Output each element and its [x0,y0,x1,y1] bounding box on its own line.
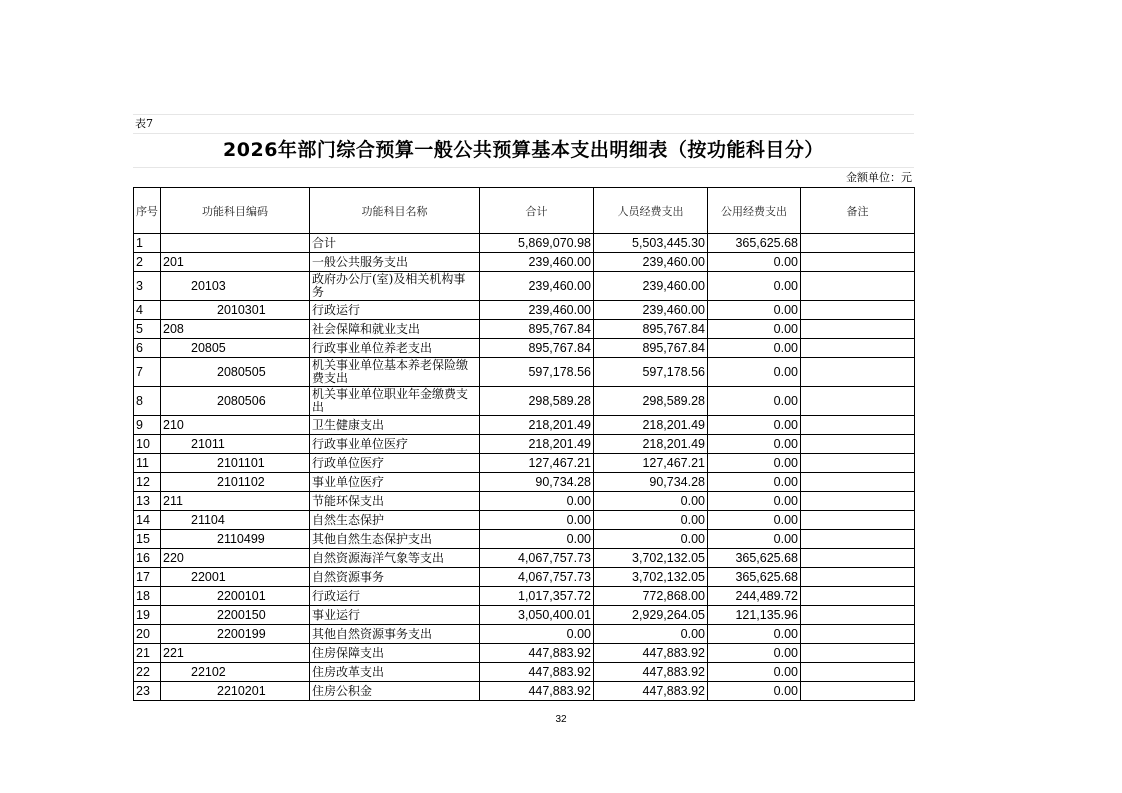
cell-remark [801,511,915,530]
cell-code: 2010301 [161,301,310,320]
cell-seq: 21 [134,644,161,663]
cell-remark [801,358,915,387]
cell-name: 住房改革支出 [310,663,480,682]
table-row [134,301,915,320]
cell-personnel: 0.00 [594,511,708,530]
header-name: 功能科目名称 [310,188,480,234]
header-total: 合计 [480,188,594,234]
cell-personnel: 239,460.00 [594,253,708,272]
cell-personnel: 90,734.28 [594,473,708,492]
cell-code: 2101101 [161,454,310,473]
cell-personnel: 895,767.84 [594,320,708,339]
cell-name: 政府办公厅(室)及相关机构事务 [310,272,480,301]
table-row [134,530,915,549]
cell-personnel: 0.00 [594,492,708,511]
table-body [134,234,915,701]
cell-code: 2210201 [161,682,310,701]
cell-name: 行政单位医疗 [310,454,480,473]
cell-personnel: 239,460.00 [594,301,708,320]
cell-name: 机关事业单位基本养老保险缴费支出 [310,358,480,387]
cell-public: 0.00 [708,253,801,272]
table-row [134,625,915,644]
cell-seq: 8 [134,387,161,416]
cell-public: 0.00 [708,301,801,320]
cell-total: 298,589.28 [480,387,594,416]
cell-personnel: 3,702,132.05 [594,549,708,568]
cell-code: 20805 [161,339,310,358]
cell-personnel: 0.00 [594,625,708,644]
cell-personnel: 0.00 [594,530,708,549]
cell-total: 0.00 [480,511,594,530]
cell-remark [801,606,915,625]
cell-name: 事业单位医疗 [310,473,480,492]
cell-public: 0.00 [708,454,801,473]
cell-personnel: 447,883.92 [594,644,708,663]
table-row [134,435,915,454]
header-code: 功能科目编码 [161,188,310,234]
cell-seq: 15 [134,530,161,549]
cell-personnel: 447,883.92 [594,663,708,682]
cell-code: 221 [161,644,310,663]
cell-name: 行政事业单位养老支出 [310,339,480,358]
cell-name: 自然资源海洋气象等支出 [310,549,480,568]
cell-remark [801,549,915,568]
cell-seq: 2 [134,253,161,272]
cell-total: 895,767.84 [480,320,594,339]
table-tag: 表7 [133,114,914,134]
cell-total: 447,883.92 [480,644,594,663]
cell-total: 895,767.84 [480,339,594,358]
cell-remark [801,339,915,358]
cell-personnel: 239,460.00 [594,272,708,301]
cell-code: 2200101 [161,587,310,606]
cell-total: 0.00 [480,530,594,549]
cell-code: 21011 [161,435,310,454]
cell-total: 239,460.00 [480,253,594,272]
table-row [134,358,915,387]
cell-public: 0.00 [708,663,801,682]
cell-public: 0.00 [708,358,801,387]
cell-total: 4,067,757.73 [480,568,594,587]
cell-name: 住房公积金 [310,682,480,701]
cell-total: 218,201.49 [480,416,594,435]
header-public: 公用经费支出 [708,188,801,234]
cell-remark [801,272,915,301]
cell-personnel: 218,201.49 [594,416,708,435]
unit-label: 金额单位：元 [133,167,914,187]
table-row [134,568,915,587]
cell-public: 0.00 [708,511,801,530]
cell-name: 其他自然生态保护支出 [310,530,480,549]
cell-public: 365,625.68 [708,549,801,568]
header-personnel: 人员经费支出 [594,188,708,234]
cell-total: 5,869,070.98 [480,234,594,253]
cell-seq: 17 [134,568,161,587]
cell-personnel: 772,868.00 [594,587,708,606]
cell-personnel: 447,883.92 [594,682,708,701]
cell-seq: 3 [134,272,161,301]
cell-seq: 20 [134,625,161,644]
table-row [134,387,915,416]
cell-remark [801,435,915,454]
cell-public: 0.00 [708,682,801,701]
cell-remark [801,416,915,435]
cell-seq: 14 [134,511,161,530]
cell-remark [801,301,915,320]
cell-name: 节能环保支出 [310,492,480,511]
cell-remark [801,568,915,587]
cell-public: 0.00 [708,473,801,492]
cell-personnel: 298,589.28 [594,387,708,416]
table-row [134,511,915,530]
cell-name: 自然生态保护 [310,511,480,530]
cell-remark [801,663,915,682]
table-header-row [134,188,915,234]
cell-total: 1,017,357.72 [480,587,594,606]
cell-public: 0.00 [708,416,801,435]
cell-name: 行政运行 [310,587,480,606]
cell-remark [801,587,915,606]
cell-code: 220 [161,549,310,568]
cell-name: 机关事业单位职业年金缴费支出 [310,387,480,416]
cell-code: 2200199 [161,625,310,644]
cell-seq: 5 [134,320,161,339]
cell-seq: 16 [134,549,161,568]
cell-public: 0.00 [708,272,801,301]
cell-public: 244,489.72 [708,587,801,606]
cell-total: 4,067,757.73 [480,549,594,568]
cell-code [161,234,310,253]
budget-sheet [133,114,914,701]
cell-name: 住房保障支出 [310,644,480,663]
cell-seq: 22 [134,663,161,682]
cell-remark [801,625,915,644]
cell-remark [801,234,915,253]
expenditure-table [133,187,915,701]
table-row [134,272,915,301]
cell-seq: 4 [134,301,161,320]
table-row [134,663,915,682]
cell-total: 0.00 [480,492,594,511]
cell-name: 卫生健康支出 [310,416,480,435]
cell-remark [801,387,915,416]
table-row [134,606,915,625]
cell-seq: 23 [134,682,161,701]
cell-total: 447,883.92 [480,663,594,682]
cell-code: 2200150 [161,606,310,625]
cell-public: 0.00 [708,320,801,339]
cell-total: 447,883.92 [480,682,594,701]
cell-code: 2080505 [161,358,310,387]
cell-public: 0.00 [708,339,801,358]
table-row [134,682,915,701]
cell-remark [801,682,915,701]
cell-remark [801,253,915,272]
cell-total: 0.00 [480,625,594,644]
cell-public: 0.00 [708,492,801,511]
table-row [134,644,915,663]
cell-seq: 12 [134,473,161,492]
cell-name: 社会保障和就业支出 [310,320,480,339]
cell-total: 239,460.00 [480,272,594,301]
cell-public: 121,135.96 [708,606,801,625]
cell-code: 22102 [161,663,310,682]
table-row [134,454,915,473]
cell-personnel: 597,178.56 [594,358,708,387]
cell-seq: 9 [134,416,161,435]
cell-name: 事业运行 [310,606,480,625]
cell-personnel: 127,467.21 [594,454,708,473]
cell-total: 127,467.21 [480,454,594,473]
table-row [134,416,915,435]
cell-code: 201 [161,253,310,272]
cell-name: 其他自然资源事务支出 [310,625,480,644]
table-row [134,320,915,339]
table-row [134,253,915,272]
cell-code: 22001 [161,568,310,587]
table-row [134,473,915,492]
cell-seq: 13 [134,492,161,511]
cell-remark [801,644,915,663]
cell-remark [801,473,915,492]
cell-public: 0.00 [708,387,801,416]
cell-personnel: 3,702,132.05 [594,568,708,587]
cell-seq: 11 [134,454,161,473]
cell-public: 365,625.68 [708,234,801,253]
cell-public: 365,625.68 [708,568,801,587]
cell-remark [801,320,915,339]
cell-public: 0.00 [708,530,801,549]
cell-code: 20103 [161,272,310,301]
cell-seq: 7 [134,358,161,387]
cell-total: 3,050,400.01 [480,606,594,625]
header-seq: 序号 [134,188,161,234]
cell-code: 2110499 [161,530,310,549]
cell-name: 一般公共服务支出 [310,253,480,272]
page-title: 2026年部门综合预算一般公共预算基本支出明细表（按功能科目分） [223,139,824,161]
cell-code: 210 [161,416,310,435]
cell-seq: 1 [134,234,161,253]
table-row [134,339,915,358]
table-row [134,549,915,568]
header-remark: 备注 [801,188,915,234]
cell-code: 21104 [161,511,310,530]
cell-total: 597,178.56 [480,358,594,387]
cell-personnel: 5,503,445.30 [594,234,708,253]
cell-name: 行政运行 [310,301,480,320]
cell-personnel: 2,929,264.05 [594,606,708,625]
cell-total: 90,734.28 [480,473,594,492]
cell-code: 208 [161,320,310,339]
cell-total: 218,201.49 [480,435,594,454]
cell-public: 0.00 [708,644,801,663]
table-row [134,587,915,606]
cell-seq: 10 [134,435,161,454]
cell-name: 自然资源事务 [310,568,480,587]
cell-total: 239,460.00 [480,301,594,320]
cell-seq: 19 [134,606,161,625]
table-row [134,234,915,253]
cell-code: 2080506 [161,387,310,416]
cell-code: 2101102 [161,473,310,492]
cell-remark [801,454,915,473]
cell-name: 合计 [310,234,480,253]
page-number: 32 [555,714,567,725]
cell-remark [801,530,915,549]
cell-personnel: 218,201.49 [594,435,708,454]
cell-remark [801,492,915,511]
cell-personnel: 895,767.84 [594,339,708,358]
cell-seq: 18 [134,587,161,606]
cell-public: 0.00 [708,625,801,644]
cell-seq: 6 [134,339,161,358]
table-row [134,492,915,511]
cell-public: 0.00 [708,435,801,454]
cell-code: 211 [161,492,310,511]
cell-name: 行政事业单位医疗 [310,435,480,454]
